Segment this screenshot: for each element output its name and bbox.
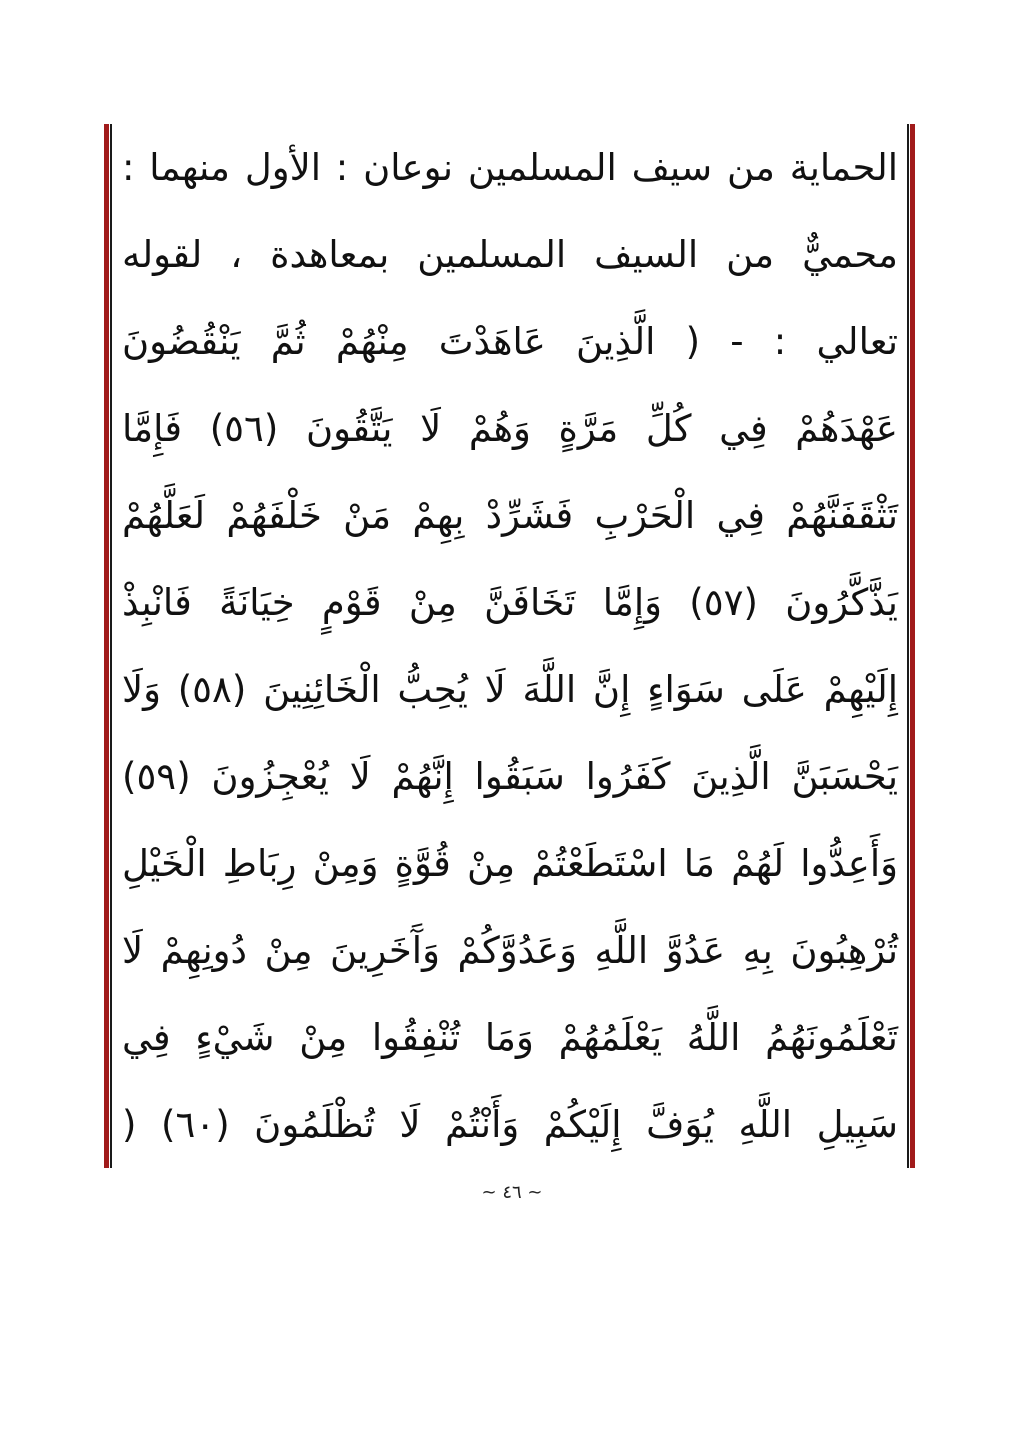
- text-line-1: الحماية من سيف المسلمين نوعان : الأول منهما :: [122, 146, 898, 189]
- text-line-3: تعالي : - ( الَّذِينَ عَاهَدْتَ مِنْهُمْ ثُمَّ يَنْقُضُونَ: [122, 320, 898, 363]
- text-line-6: يَذَّكَّرُونَ (٥٧) وَإِمَّا تَخَافَنَّ مِنْ قَوْمٍ خِيَانَةً فَانْبِذْ: [122, 581, 898, 624]
- text-line-11: تَعْلَمُونَهُمُ اللَّهُ يَعْلَمُهُمْ وَمَا تُنْفِقُوا مِنْ شَيْءٍ فِي: [122, 1016, 898, 1059]
- text-line-2: محميٌّ من السيف المسلمين بمعاهدة ، لقوله: [122, 233, 898, 276]
- page-border-left: [104, 124, 113, 1168]
- text-line-4: عَهْدَهُمْ فِي كُلِّ مَرَّةٍ وَهُمْ لَا يَتَّقُونَ (٥٦) فَإِمَّا: [122, 407, 899, 450]
- text-line-5: تَثْقَفَنَّهُمْ فِي الْحَرْبِ فَشَرِّدْ بِهِمْ مَنْ خَلْفَهُمْ لَعَلَّهُمْ: [122, 494, 898, 537]
- text-line-10: تُرْهِبُونَ بِهِ عَدُوَّ اللَّهِ وَعَدُوَّكُمْ وَآَخَرِينَ مِنْ دُونِهِمْ لَا: [122, 929, 898, 972]
- text-line-12: سَبِيلِ اللَّهِ يُوَفَّ إِلَيْكُمْ وَأَنْتُمْ لَا تُظْلَمُونَ (٦٠) (: [122, 1103, 898, 1146]
- border-left-black-bar: [110, 124, 112, 1168]
- text-line-9: وَأَعِدُّوا لَهُمْ مَا اسْتَطَعْتُمْ مِنْ قُوَّةٍ وَمِنْ رِبَاطِ الْخَيْلِ: [122, 842, 898, 885]
- page-number: ~ ٤٦ ~: [481, 1182, 543, 1203]
- page-border-right: [907, 124, 916, 1168]
- border-left-red-bar: [104, 124, 109, 1168]
- body-text: [122, 124, 898, 1168]
- border-right-red-bar: [910, 124, 915, 1168]
- border-right-black-bar: [907, 124, 909, 1168]
- text-line-7: إِلَيْهِمْ عَلَى سَوَاءٍ إِنَّ اللَّهَ لَا يُحِبُّ الْخَائِنِينَ (٥٨) وَلَا: [122, 668, 898, 711]
- text-line-8: يَحْسَبَنَّ الَّذِينَ كَفَرُوا سَبَقُوا إِنَّهُمْ لَا يُعْجِزُونَ (٥٩): [122, 755, 898, 798]
